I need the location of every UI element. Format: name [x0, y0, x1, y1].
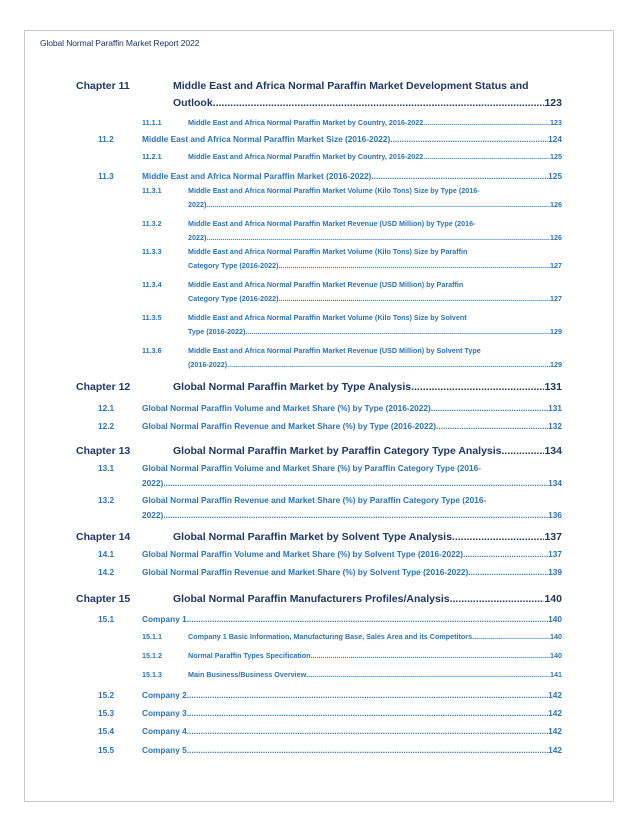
toc-entry-title-line[interactable]: Middle East and Africa Normal Paraffin Market Revenue (USD Million) by Type (2016- [188, 219, 476, 228]
toc-entry-page-number: 126 [550, 200, 562, 209]
toc-entry-s1[interactable] [142, 171, 562, 181]
toc-entry-number: 11.3.3 [142, 247, 162, 256]
toc-entry-title-line[interactable]: Middle East and Africa Normal Paraffin Market Development Status and [173, 80, 529, 92]
toc-entry-number: 14.1 [98, 549, 115, 559]
toc-entry-number: 11.3.4 [142, 280, 162, 289]
toc-entry-page-number: 137 [544, 531, 562, 543]
toc-entry-s2[interactable] [188, 670, 562, 679]
toc-entry-title-line[interactable]: Middle East and Africa Normal Paraffin Market Volume (Kilo Tons) Size by Solvent [188, 313, 467, 322]
toc-entry-number: 11.3 [98, 171, 114, 181]
toc-entry-title: Global Normal Paraffin Manufacturers Profiles/Analysis [173, 593, 450, 605]
toc-entry-number: 15.2 [98, 690, 115, 700]
toc-entry-number: 15.5 [98, 745, 115, 755]
toc-entry-s1[interactable] [142, 567, 562, 577]
toc-entry-number: 11.3.2 [142, 219, 162, 228]
toc-entry-number: 15.1.2 [142, 651, 162, 660]
toc-entry-s2[interactable] [188, 261, 562, 270]
dot-leader [411, 381, 544, 393]
toc-entry-s1[interactable] [142, 708, 562, 718]
toc-entry-number: 13.2 [98, 495, 115, 505]
toc-entry-title: Global Normal Paraffin Revenue and Market Share (%) by Type (2016-2022) [142, 421, 437, 431]
toc-entry-title: Middle East and Africa Normal Paraffin Market Size (2016-2022) [142, 134, 391, 144]
dot-leader [187, 708, 548, 718]
toc-entry-number: 15.1.1 [142, 632, 162, 641]
toc-entry-number: 11.2.1 [142, 152, 162, 161]
toc-entry-title-line[interactable]: Global Normal Paraffin Volume and Market Share (%) by Paraffin Category Type (2016- [142, 463, 482, 473]
toc-entry-chapter[interactable] [173, 593, 562, 605]
toc-entry-title-line[interactable]: Middle East and Africa Normal Paraffin Market Volume (Kilo Tons) Size by Type (2016- [188, 186, 480, 195]
dot-leader [163, 478, 548, 488]
dot-leader [206, 200, 550, 209]
toc-entry-page-number: 126 [550, 233, 562, 242]
toc-entry-page-number: 136 [548, 510, 562, 520]
dot-leader [390, 134, 548, 144]
toc-entry-page-number: 129 [550, 327, 562, 336]
toc-entry-s1[interactable] [142, 690, 562, 700]
toc-entry-page-number: 139 [548, 567, 562, 577]
toc-entry-s2[interactable] [188, 651, 562, 660]
toc-entry-title-line[interactable]: Middle East and Africa Normal Paraffin Market Volume (Kilo Tons) Size by Paraffin [188, 247, 468, 256]
toc-entry-number: 11.3.1 [142, 186, 162, 195]
dot-leader [213, 97, 545, 109]
toc-entry-number: Chapter 11 [76, 80, 130, 92]
toc-entry-number: 11.2 [98, 134, 114, 144]
toc-entry-number: Chapter 12 [76, 381, 131, 393]
toc-entry-title: Middle East and Africa Normal Paraffin Market by Country, 2016-2022 [188, 152, 424, 161]
toc-entry-number: 13.1 [98, 463, 115, 473]
toc-entry-number: 15.1 [98, 614, 115, 624]
toc-entry-number: 14.2 [98, 567, 115, 577]
toc-entry-s1[interactable] [142, 745, 562, 755]
dot-leader [468, 567, 548, 577]
toc-entry-s2[interactable] [188, 233, 562, 242]
toc-entry-title: Main Business/Business Overview [188, 670, 307, 679]
dot-leader [450, 593, 545, 605]
toc-entry-title: 2022) [142, 478, 164, 488]
dot-leader [206, 233, 550, 242]
dot-leader [187, 614, 548, 624]
toc-entry-title: Global Normal Paraffin Revenue and Market Share (%) by Solvent Type (2016-2022) [142, 567, 469, 577]
toc-entry-s1[interactable] [142, 549, 562, 559]
toc-entry-page-number: 123 [544, 97, 562, 109]
toc-entry-page-number: 132 [548, 421, 562, 431]
toc-entry-page-number: 140 [548, 614, 562, 624]
toc-entry-s2[interactable] [188, 200, 562, 209]
toc-entry-page-number: 127 [550, 294, 562, 303]
toc-entry-page-number: 131 [544, 381, 562, 393]
toc-entry-title-line[interactable]: Middle East and Africa Normal Paraffin Market Revenue (USD Million) by Paraffin [188, 280, 464, 289]
toc-entry-page-number: 131 [548, 403, 562, 413]
toc-entry-title: Middle East and Africa Normal Paraffin Market (2016-2022) [142, 171, 372, 181]
toc-entry-title: Company 4 [142, 726, 187, 736]
toc-entry-title: Global Normal Paraffin Market by Paraffin Category Type Analysis [173, 445, 502, 457]
dot-leader [452, 531, 545, 543]
toc-entry-title: Global Normal Paraffin Volume and Market Share (%) by Type (2016-2022) [142, 403, 431, 413]
toc-entry-page-number: 142 [548, 745, 562, 755]
toc-entry-title: Category Type (2016-2022) [188, 261, 279, 270]
toc-entry-title: 2022) [142, 510, 164, 520]
toc-entry-page-number: 129 [550, 360, 562, 369]
toc-entry-s1[interactable] [142, 510, 562, 520]
toc-entry-page-number: 134 [548, 478, 562, 488]
toc-entry-s1[interactable] [142, 134, 562, 144]
dot-leader [187, 690, 548, 700]
dot-leader [423, 118, 550, 127]
toc-entry-title: Company 3 [142, 708, 187, 718]
toc-entry-number: 11.1.1 [142, 118, 162, 127]
toc-entry-s1[interactable] [142, 726, 562, 736]
dot-leader [472, 632, 550, 641]
dot-leader [227, 360, 550, 369]
toc-entry-title: Global Normal Paraffin Volume and Market Share (%) by Solvent Type (2016-2022) [142, 549, 464, 559]
toc-entry-page-number: 142 [548, 726, 562, 736]
dot-leader [423, 152, 550, 161]
report-header-title: Global Normal Paraffin Market Report 2022 [40, 38, 200, 48]
dot-leader [311, 651, 551, 660]
toc-entry-title: Company 1 [142, 614, 187, 624]
dot-leader [431, 403, 548, 413]
toc-entry-title: Company 2 [142, 690, 187, 700]
toc-entry-s2[interactable] [188, 118, 562, 127]
toc-entry-title: Middle East and Africa Normal Paraffin Market by Country, 2016-2022 [188, 118, 424, 127]
toc-entry-title: Outlook [173, 97, 213, 109]
toc-entry-page-number: 140 [550, 651, 562, 660]
toc-entry-title: Normal Paraffin Types Specification [188, 651, 311, 660]
toc-entry-page-number: 125 [548, 171, 562, 181]
dot-leader [279, 294, 550, 303]
toc-entry-chapter[interactable] [173, 531, 562, 543]
toc-entry-page-number: 137 [548, 549, 562, 559]
toc-entry-page-number: 142 [548, 690, 562, 700]
toc-entry-title: Global Normal Paraffin Market by Solvent Type Analysis [173, 531, 452, 543]
toc-entry-page-number: 140 [544, 593, 562, 605]
toc-entry-s2[interactable] [188, 294, 562, 303]
toc-entry-number: Chapter 13 [76, 445, 131, 457]
toc-entry-number: 15.4 [98, 726, 115, 736]
dot-leader [279, 261, 550, 270]
toc-entry-page-number: 142 [548, 708, 562, 718]
toc-entry-number: 12.1 [98, 403, 115, 413]
toc-entry-title: 2022) [188, 200, 207, 209]
toc-entry-number: 11.3.5 [142, 313, 162, 322]
toc-entry-title-line[interactable]: Global Normal Paraffin Revenue and Market Share (%) by Paraffin Category Type (2016- [142, 495, 487, 505]
toc-entry-page-number: 140 [550, 632, 562, 641]
toc-entry-number: 11.3.6 [142, 346, 162, 355]
toc-entry-chapter[interactable] [173, 97, 562, 109]
toc-entry-page-number: 123 [550, 118, 562, 127]
dot-leader [436, 421, 548, 431]
toc-entry-s2[interactable] [188, 152, 562, 161]
toc-entry-page-number: 124 [548, 134, 562, 144]
dot-leader [371, 171, 548, 181]
dot-leader [502, 445, 545, 457]
toc-entry-s1[interactable] [142, 614, 562, 624]
dot-leader [306, 670, 550, 679]
dot-leader [187, 745, 548, 755]
toc-entry-title: Company 5 [142, 745, 187, 755]
toc-entry-number: 15.1.3 [142, 670, 162, 679]
toc-entry-title: Category Type (2016-2022) [188, 294, 279, 303]
toc-entry-page-number: 134 [544, 445, 562, 457]
toc-entry-s2[interactable] [188, 360, 562, 369]
toc-entry-s2[interactable] [188, 327, 562, 336]
dot-leader [463, 549, 548, 559]
toc-entry-title: Global Normal Paraffin Market by Type Analysis [173, 381, 412, 393]
dot-leader [163, 510, 548, 520]
toc-entry-number: Chapter 14 [76, 531, 131, 543]
toc-entry-number: Chapter 15 [76, 593, 131, 605]
toc-entry-chapter[interactable] [173, 445, 562, 457]
toc-entry-chapter[interactable] [173, 381, 562, 393]
toc-entry-page-number: 125 [550, 152, 562, 161]
toc-entry-title: Type (2016-2022) [188, 327, 246, 336]
dot-leader [245, 327, 550, 336]
toc-entry-number: 15.3 [98, 708, 115, 718]
toc-entry-title: Company 1 Basic Information, Manufacturing Base, Sales Area and its Competitors [188, 632, 473, 641]
toc-entry-page-number: 141 [550, 670, 562, 679]
dot-leader [187, 726, 548, 736]
toc-entry-title: (2016-2022) [188, 360, 228, 369]
toc-entry-s1[interactable] [142, 403, 562, 413]
toc-entry-title: 2022) [188, 233, 207, 242]
toc-entry-s1[interactable] [142, 421, 562, 431]
toc-entry-title-line[interactable]: Middle East and Africa Normal Paraffin Market Revenue (USD Million) by Solvent Type [188, 346, 481, 355]
toc-entry-number: 12.2 [98, 421, 115, 431]
toc-entry-s2[interactable] [188, 632, 562, 641]
toc-entry-page-number: 127 [550, 261, 562, 270]
toc-entry-s1[interactable] [142, 478, 562, 488]
